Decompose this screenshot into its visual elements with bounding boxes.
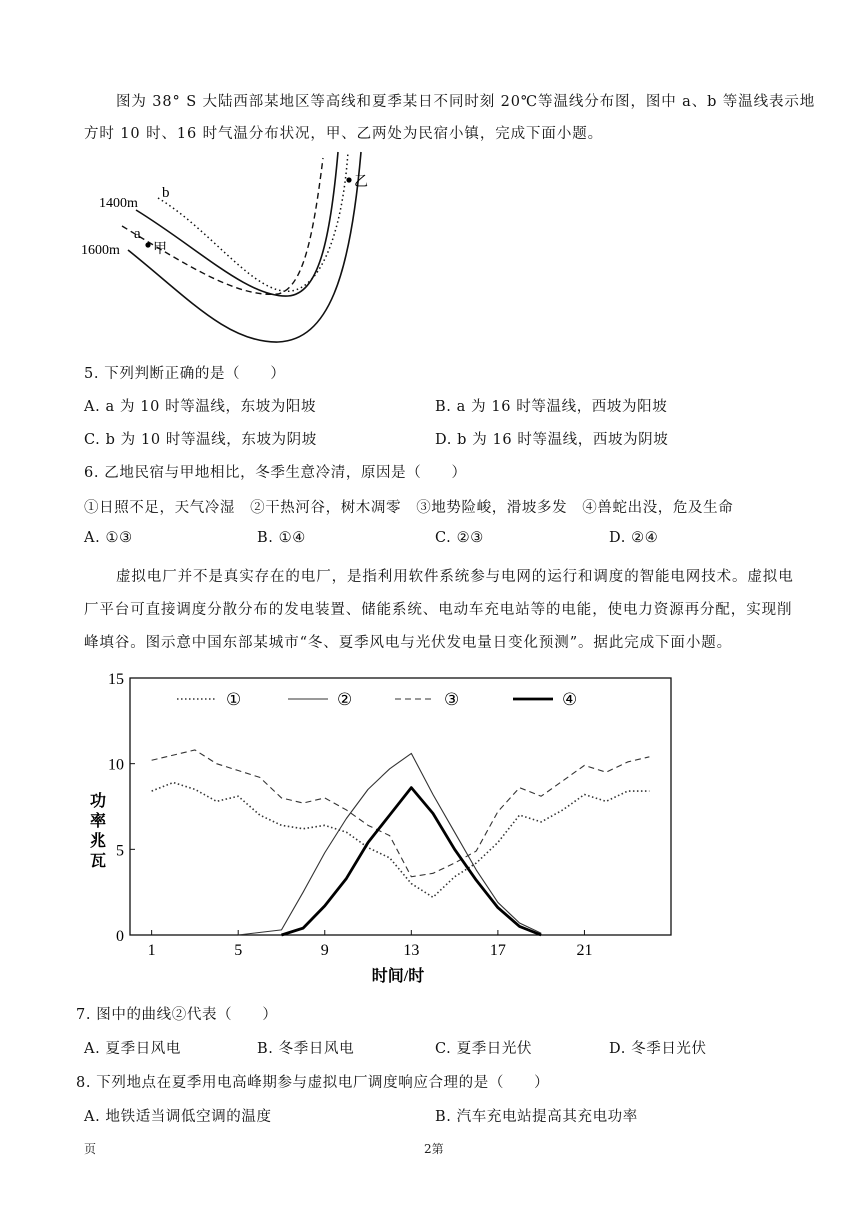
q5-option-a: A. a 为 10 时等温线，东坡为阳坡 — [84, 399, 317, 415]
footer-left: 页 — [84, 1142, 97, 1156]
y-tick-label: 10 — [108, 756, 124, 774]
y-axis-label-char: 瓦 — [89, 853, 107, 870]
footer-page-number: 2第 — [424, 1142, 444, 1156]
chart-series — [152, 750, 650, 935]
passage-line-1: 虚拟电厂并不是真实存在的电厂，是指利用软件系统参与电网的运行和调度的智能电网技术。虚拟电 — [116, 569, 794, 585]
q8-stem: 8. 下列地点在夏季用电高峰期参与虚拟电厂调度响应合理的是（ ） — [76, 1075, 550, 1091]
q8-option-b: B. 汽车充电站提高其充电功率 — [435, 1109, 638, 1125]
label-yi: 乙 — [354, 175, 368, 190]
series-line-3 — [152, 750, 650, 877]
q6-option-c: C. ②③ — [435, 530, 484, 546]
contour-1400m — [136, 152, 338, 296]
q7-option-c: C. 夏季日光伏 — [435, 1041, 533, 1057]
q5-option-b: B. a 为 16 时等温线，西坡为阳坡 — [435, 399, 668, 415]
q5-option-c: C. b 为 10 时等温线，东坡为阴坡 — [84, 432, 317, 448]
y-axis-label-char: 兆 — [89, 833, 107, 850]
label-a: a — [134, 226, 141, 242]
label-1600m: 1600m — [81, 243, 120, 258]
intro-line-1: 图为 38° S 大陆西部某地区等高线和夏季某日不同时刻 20℃等温线分布图，图中 a、b 等温线表示地 — [116, 94, 816, 110]
isotherm-a — [122, 158, 323, 294]
legend-label-2: ② — [337, 690, 353, 709]
q6-option-d: D. ②④ — [609, 530, 659, 546]
q7-stem: 7. 图中的曲线②代表（ ） — [76, 1007, 278, 1023]
plot-area-border — [130, 678, 671, 935]
y-axis-label — [90, 792, 106, 870]
x-tick-label: 9 — [320, 942, 329, 959]
x-tick-label: 21 — [576, 942, 593, 959]
q5-option-d: D. b 为 16 时等温线，西坡为阴坡 — [435, 432, 669, 448]
q7-option-a: A. 夏季日风电 — [84, 1041, 181, 1057]
isotherm-b — [158, 152, 348, 291]
y-axis-label-char: 率 — [89, 813, 107, 830]
power-line-chart — [70, 666, 690, 990]
y-tick-label: 0 — [116, 928, 124, 945]
x-tick-label: 1 — [147, 942, 156, 959]
point-jia — [145, 242, 150, 247]
passage-line-2: 厂平台可直接调度分散分布的发电装置、储能系统、电动车充电站等的电能，使电力资源再分配，实现削 — [84, 602, 793, 618]
y-tick-label: 15 — [108, 671, 124, 688]
x-tick-label: 17 — [489, 942, 506, 959]
q6-items: ①日照不足，天气冷湿 ②干热河谷，树木凋零 ③地势险峻，滑坡多发 ④兽蛇出没，危及生命 — [84, 500, 734, 516]
q7-option-b: B. 冬季日风电 — [257, 1041, 355, 1057]
q6-stem: 6. 乙地民宿与甲地相比，冬季生意冷清，原因是（ ） — [84, 465, 467, 481]
x-tick-label: 5 — [234, 942, 243, 959]
chart-legend — [177, 690, 577, 709]
label-1400m: 1400m — [99, 196, 138, 211]
contour-isotherm-map — [78, 148, 408, 348]
intro-line-2: 方时 10 时、16 时气温分布状况，甲、乙两处为民宿小镇，完成下面小题。 — [84, 126, 604, 142]
x-axis-label: 时间/时 — [371, 968, 425, 985]
q6-option-a: A. ①③ — [84, 530, 133, 546]
legend-label-4: ④ — [562, 690, 578, 709]
y-tick-label: 5 — [116, 842, 124, 860]
x-tick-label: 13 — [403, 942, 420, 959]
label-jia: 甲 — [153, 242, 167, 257]
chart-frame — [130, 678, 671, 935]
label-b: b — [162, 185, 170, 201]
legend-label-3: ③ — [444, 690, 460, 709]
q6-option-b: B. ①④ — [257, 530, 306, 546]
chart-ticks — [108, 671, 592, 959]
q5-stem: 5. 下列判断正确的是（ ） — [84, 366, 286, 382]
q7-option-d: D. 冬季日光伏 — [609, 1041, 707, 1057]
y-axis-label-char: 功 — [89, 793, 107, 810]
legend-label-1: ① — [226, 690, 242, 709]
point-yi — [346, 177, 351, 182]
passage-line-3: 峰填谷。图示意中国东部某城市“冬、夏季风电与光伏发电量日变化预测”。据此完成下面小题。 — [84, 635, 733, 651]
q8-option-a: A. 地铁适当调低空调的温度 — [84, 1109, 272, 1125]
